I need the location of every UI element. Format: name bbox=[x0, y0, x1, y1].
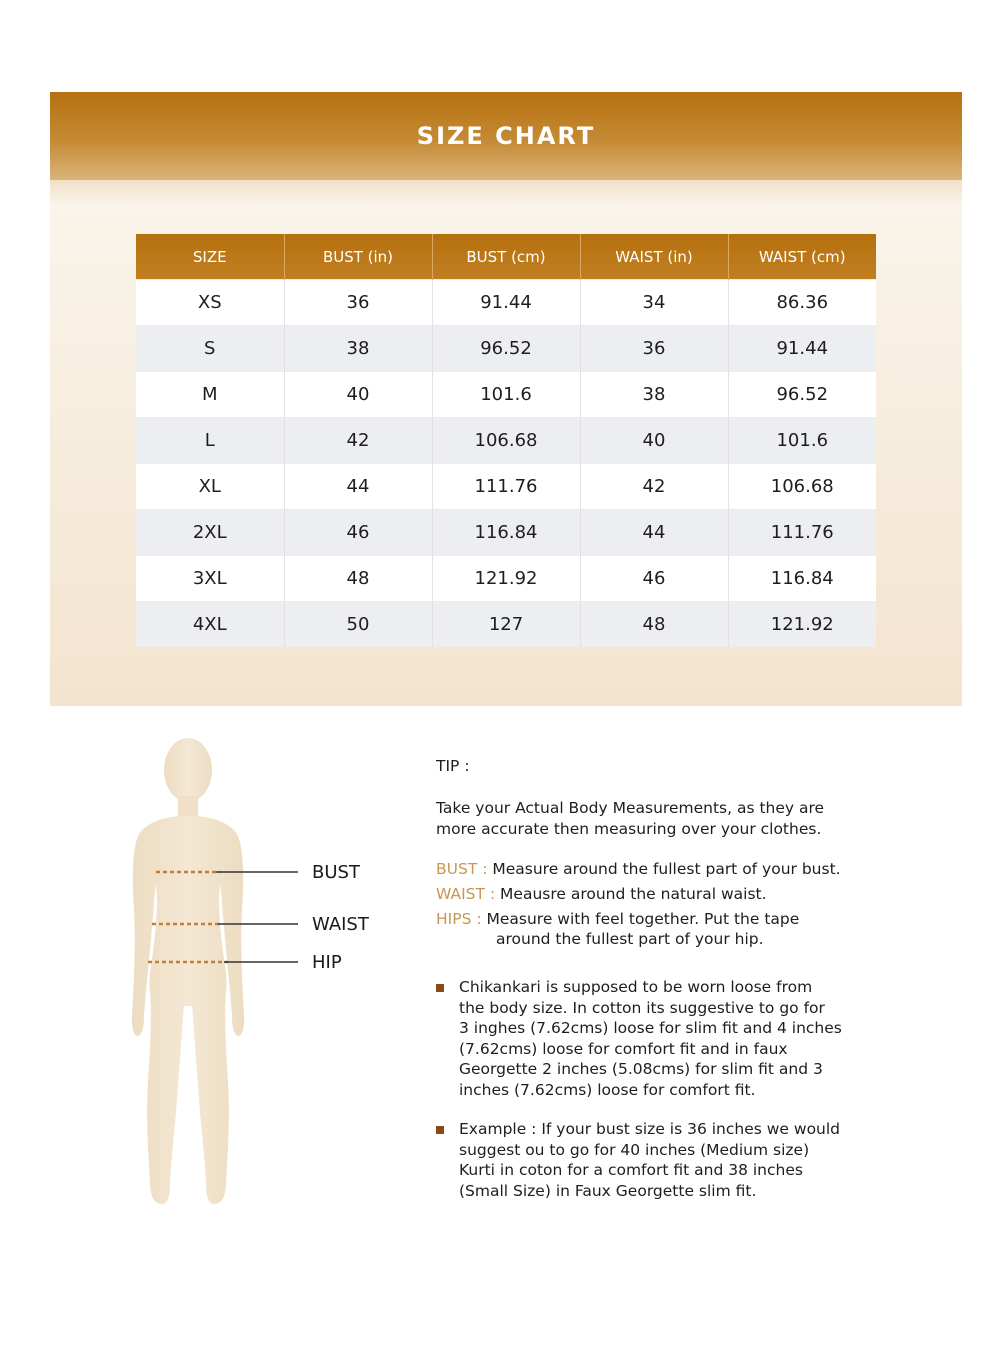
table-row bbox=[136, 602, 876, 648]
cell-waist-cm: 91.44 bbox=[728, 326, 876, 372]
figure-neck bbox=[178, 796, 198, 818]
bust-definition-text: Measure around the fullest part of your bust. bbox=[492, 860, 841, 878]
body-figure bbox=[120, 730, 380, 1220]
cell-size: L bbox=[136, 418, 284, 464]
size-chart-header bbox=[50, 92, 962, 180]
cell-waist-cm: 116.84 bbox=[728, 556, 876, 602]
cell-size: 3XL bbox=[136, 556, 284, 602]
cell-bust-in: 48 bbox=[284, 556, 432, 602]
cell-bust-in: 42 bbox=[284, 418, 432, 464]
cell-size: S bbox=[136, 326, 284, 372]
cell-bust-in: 44 bbox=[284, 464, 432, 510]
cell-waist-cm: 106.68 bbox=[728, 464, 876, 510]
table-row bbox=[136, 326, 876, 372]
cell-waist-in: 42 bbox=[580, 464, 728, 510]
table-row bbox=[136, 464, 876, 510]
bullet-line: Kurti in coton for a comfort fit and 38 inches bbox=[459, 1161, 803, 1179]
body-silhouette bbox=[120, 730, 380, 1220]
cell-bust-in: 46 bbox=[284, 510, 432, 556]
tip-intro bbox=[436, 798, 896, 839]
header-fade bbox=[50, 180, 962, 204]
tip-intro-line2: more accurate then measuring over your clothes. bbox=[436, 819, 822, 838]
bullet-line: (7.62cms) loose for comfort fit and in faux bbox=[459, 1039, 788, 1058]
cell-bust-cm: 96.52 bbox=[432, 326, 580, 372]
tip-title: TIP : bbox=[436, 757, 470, 775]
bullet-line: suggest ou to go for 40 inches (Medium size) bbox=[459, 1140, 810, 1159]
cell-waist-in: 34 bbox=[580, 280, 728, 326]
table-row bbox=[136, 418, 876, 464]
cell-size: M bbox=[136, 372, 284, 418]
bust-label: BUST bbox=[312, 862, 360, 883]
figure-head bbox=[164, 738, 212, 802]
cell-size: 2XL bbox=[136, 510, 284, 556]
column-header-waist-in: WAIST (in) bbox=[580, 234, 728, 280]
cell-bust-cm: 91.44 bbox=[432, 280, 580, 326]
table-row bbox=[136, 510, 876, 556]
cell-waist-in: 36 bbox=[580, 326, 728, 372]
cell-waist-in: 40 bbox=[580, 418, 728, 464]
bullet-line: (Small Size) in Faux Georgette slim fit. bbox=[459, 1181, 757, 1200]
waist-definition bbox=[436, 884, 906, 905]
size-chart-panel bbox=[50, 92, 962, 706]
cell-bust-cm: 127 bbox=[432, 602, 580, 648]
column-header-size: SIZE bbox=[136, 234, 284, 280]
cell-waist-in: 48 bbox=[580, 602, 728, 648]
bullet-example-text bbox=[459, 1119, 899, 1201]
cell-size: XS bbox=[136, 280, 284, 326]
cell-waist-cm: 96.52 bbox=[728, 372, 876, 418]
tip-intro-line1: Take your Actual Body Measurements, as they are bbox=[436, 799, 825, 817]
bust-definition-key: BUST : bbox=[436, 860, 488, 878]
cell-bust-cm: 101.6 bbox=[432, 372, 580, 418]
bullet-square-icon bbox=[436, 1126, 444, 1134]
size-table bbox=[136, 234, 876, 647]
bullet-square-icon bbox=[436, 984, 444, 992]
cell-waist-cm: 111.76 bbox=[728, 510, 876, 556]
cell-waist-in: 46 bbox=[580, 556, 728, 602]
table-row bbox=[136, 556, 876, 602]
bullet-chikankari-text bbox=[459, 977, 899, 1100]
bullet-line: inches (7.62cms) loose for comfort fit. bbox=[459, 1080, 756, 1099]
cell-bust-in: 40 bbox=[284, 372, 432, 418]
figure-body bbox=[132, 816, 244, 1204]
cell-bust-in: 36 bbox=[284, 280, 432, 326]
hips-definition-key: HIPS : bbox=[436, 910, 482, 928]
bullet-line: 3 inghes (7.62cms) loose for slim fit and 4 inches bbox=[459, 1019, 842, 1037]
cell-bust-cm: 106.68 bbox=[432, 418, 580, 464]
hips-definition bbox=[436, 909, 906, 948]
waist-label: WAIST bbox=[312, 914, 369, 935]
cell-waist-cm: 121.92 bbox=[728, 602, 876, 648]
cell-waist-cm: 86.36 bbox=[728, 280, 876, 326]
cell-size: 4XL bbox=[136, 602, 284, 648]
column-header-waist-cm: WAIST (cm) bbox=[728, 234, 876, 280]
bullet-line: Chikankari is supposed to be worn loose from bbox=[459, 978, 813, 996]
waist-definition-text: Meausre around the natural waist. bbox=[500, 885, 767, 903]
cell-waist-cm: 101.6 bbox=[728, 418, 876, 464]
column-header-bust-cm: BUST (cm) bbox=[432, 234, 580, 280]
cell-bust-in: 50 bbox=[284, 602, 432, 648]
cell-bust-cm: 116.84 bbox=[432, 510, 580, 556]
waist-definition-key: WAIST : bbox=[436, 885, 496, 903]
bullet-line: Example : If your bust size is 36 inches we would bbox=[459, 1120, 841, 1138]
cell-waist-in: 44 bbox=[580, 510, 728, 556]
table-row bbox=[136, 280, 876, 326]
bullet-line: Georgette 2 inches (5.08cms) for slim fit and 3 bbox=[459, 1060, 823, 1078]
size-table-header-row bbox=[136, 234, 876, 280]
cell-waist-in: 38 bbox=[580, 372, 728, 418]
cell-bust-in: 38 bbox=[284, 326, 432, 372]
cell-bust-cm: 121.92 bbox=[432, 556, 580, 602]
bust-definition bbox=[436, 859, 906, 880]
size-chart-title: SIZE CHART bbox=[416, 122, 596, 150]
bullet-line: the body size. In cotton its suggestive to go for bbox=[459, 998, 825, 1017]
hips-definition-text-line1: Measure with feel together. Put the tape bbox=[486, 910, 800, 928]
cell-size: XL bbox=[136, 464, 284, 510]
cell-bust-cm: 111.76 bbox=[432, 464, 580, 510]
table-row bbox=[136, 372, 876, 418]
hips-definition-text-line2: around the fullest part of your hip. bbox=[496, 930, 764, 948]
column-header-bust-in: BUST (in) bbox=[284, 234, 432, 280]
hip-label: HIP bbox=[312, 952, 342, 973]
